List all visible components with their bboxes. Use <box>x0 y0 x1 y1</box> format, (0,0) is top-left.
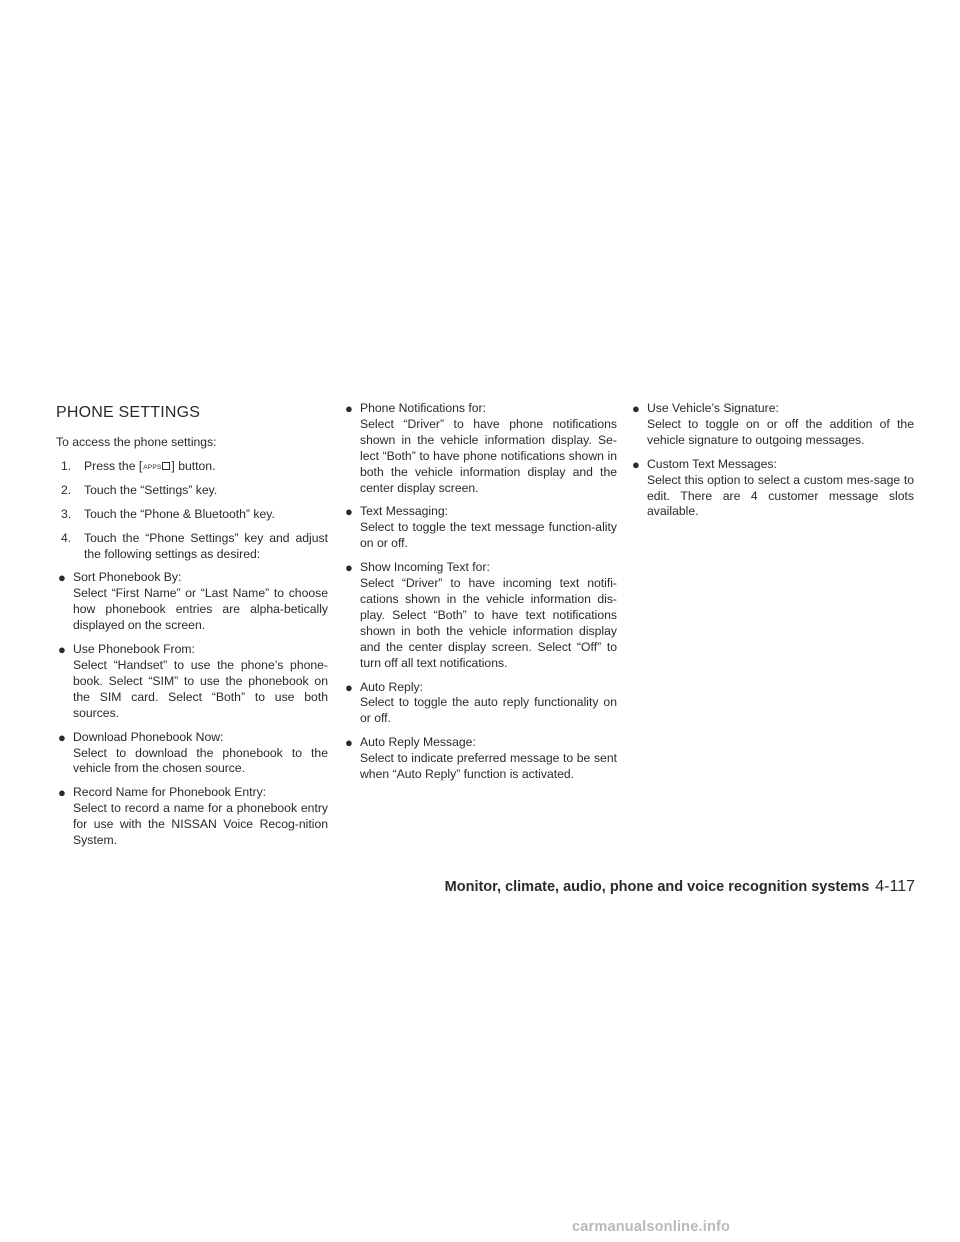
column-2 <box>343 401 617 791</box>
setting-item <box>343 735 617 783</box>
setting-title: Use Phonebook From: <box>73 642 195 657</box>
setting-title: Show Incoming Text for: <box>360 560 490 575</box>
bullet-icon: ● <box>632 456 640 472</box>
bullet-icon: ● <box>345 679 353 695</box>
intro-text: To access the phone settings: <box>56 435 217 449</box>
step-1 <box>56 459 328 475</box>
apps-button-icon: APPS <box>142 462 171 472</box>
setting-item <box>630 457 914 521</box>
setting-description: Select to toggle the auto reply functionality on or off. <box>360 695 617 726</box>
setting-item <box>56 642 328 722</box>
setting-title: Use Vehicle’s Signature: <box>647 401 779 415</box>
setting-description: Select “Driver” to have phone notifications shown in the vehicle information display. Se-lect “Both” to have phone notifications shown in both the vehicle information display and the center display screen. <box>360 416 617 495</box>
setting-item <box>56 785 328 849</box>
section-heading: PHONE SETTINGS <box>56 404 201 421</box>
step-text-before: Press the [ <box>84 458 143 473</box>
column-1 <box>56 401 328 857</box>
setting-item <box>343 401 617 496</box>
bullet-icon: ● <box>345 735 353 751</box>
setting-description: Select to record a name for a phonebook entry for use with the NISSAN Voice Recog-nition System. <box>73 801 328 848</box>
page-footer <box>445 878 915 896</box>
bullet-icon: ● <box>345 560 353 576</box>
bullet-icon: ● <box>58 785 66 801</box>
setting-item <box>56 570 328 634</box>
setting-description: Select “First Name” or “Last Name” to choose how phonebook entries are alpha-betically displayed on the screen. <box>73 586 328 633</box>
bullet-icon: ● <box>345 504 353 520</box>
setting-title: Auto Reply: <box>360 679 424 694</box>
setting-description: Select to download the phonebook to the vehicle from the chosen source. <box>73 745 328 776</box>
step-number: 2. <box>61 482 72 497</box>
watermark: carmanualsonline.info <box>572 1219 731 1235</box>
bullet-icon: ● <box>58 570 66 586</box>
setting-title: Download Phonebook Now: <box>73 729 224 744</box>
setting-item <box>56 730 328 778</box>
step-4 <box>56 531 328 563</box>
footer-section-title: Monitor, climate, audio, phone and voice recognition systems <box>444 879 870 895</box>
step-number: 4. <box>61 530 72 545</box>
setting-title: Record Name for Phonebook Entry: <box>73 785 267 800</box>
step-number: 3. <box>61 506 72 521</box>
setting-description: Select this option to select a custom mes-sage to edit. There are 4 customer message slots available. <box>647 472 914 519</box>
step-text: Touch the “Phone Settings” key and adjust the following settings as desired: <box>84 530 328 561</box>
setting-description: Select to toggle on or off the addition of the vehicle signature to outgoing messages. <box>647 416 914 447</box>
bullet-icon: ● <box>632 401 640 416</box>
setting-description: Select “Driver” to have incoming text notifi-cations shown in the vehicle information dis-play. Select “Both” to have text notifications shown in both the vehicle information display and the center display screen. Select “Off” to turn off all text notifications. <box>360 576 617 670</box>
step-text: Touch the “Settings” key. <box>84 482 218 497</box>
step-text-after: ] button. <box>171 458 216 473</box>
setting-item <box>343 504 617 552</box>
step-number: 1. <box>61 458 72 473</box>
page-number: 4-117 <box>875 878 915 895</box>
bullet-icon: ● <box>58 729 66 745</box>
bullet-icon: ● <box>58 642 66 658</box>
setting-title: Sort Phonebook By: <box>73 570 182 585</box>
setting-item <box>343 680 617 728</box>
step-3 <box>56 507 328 523</box>
setting-description: Select to toggle the text message function-ality on or off. <box>360 520 617 551</box>
bullet-icon: ● <box>345 401 353 416</box>
setting-item <box>343 560 617 671</box>
setting-title: Phone Notifications for: <box>360 401 487 415</box>
setting-title: Custom Text Messages: <box>647 456 777 471</box>
setting-title: Text Messaging: <box>360 504 449 519</box>
step-text: Touch the “Phone & Bluetooth” key. <box>84 506 275 521</box>
column-3 <box>630 401 914 528</box>
setting-description: Select “Handset” to use the phone’s phone-book. Select “SIM” to use the phonebook on the SIM card. Select “Both” to use both sources. <box>73 657 328 720</box>
setting-item <box>630 401 914 449</box>
setting-description: Select to indicate preferred message to be sent when “Auto Reply” function is activated. <box>360 751 617 782</box>
setting-title: Auto Reply Message: <box>360 735 476 750</box>
step-2 <box>56 483 328 499</box>
